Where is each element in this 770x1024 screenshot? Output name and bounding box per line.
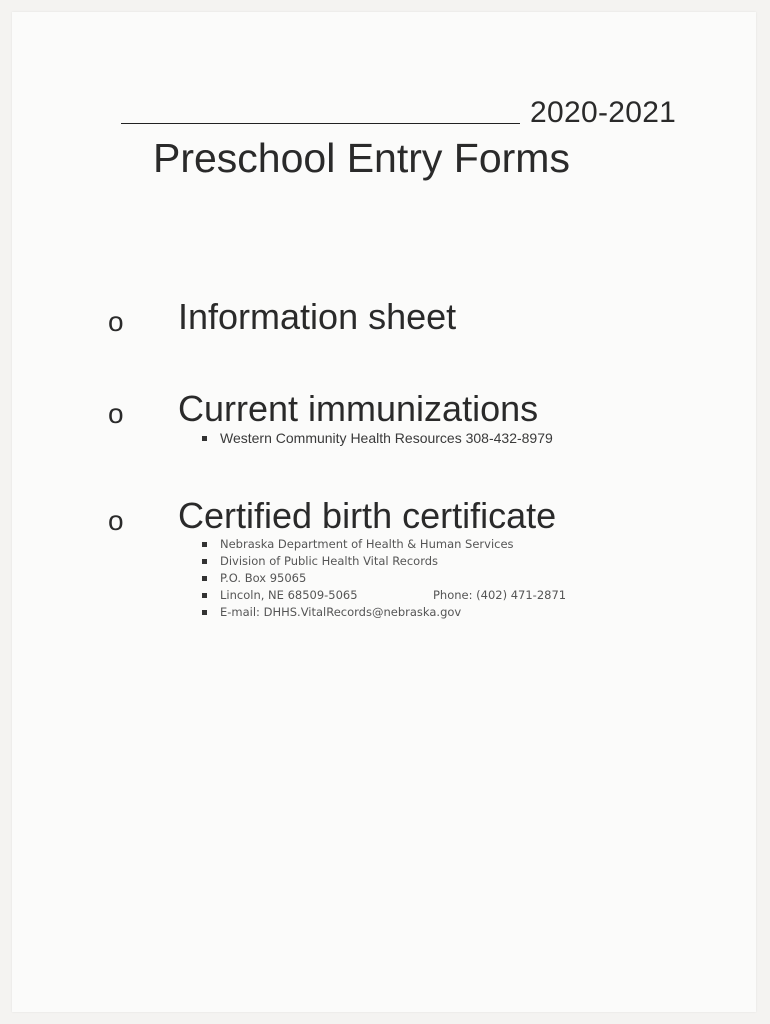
square-bullet-icon xyxy=(202,610,207,615)
immunization-details-list xyxy=(198,430,553,446)
school-year: 2020-2021 xyxy=(530,96,677,129)
checklist-item-label: Information sheet xyxy=(178,296,457,337)
square-bullet-icon xyxy=(202,542,207,547)
square-bullet-icon xyxy=(202,559,207,564)
square-bullet-icon xyxy=(202,436,207,441)
name-blank-line xyxy=(121,123,520,124)
list-item xyxy=(198,430,553,446)
birth-certificate-details-list xyxy=(198,536,567,621)
square-bullet-icon xyxy=(202,576,207,581)
page-title: Preschool Entry Forms xyxy=(153,135,570,181)
phone-number: Phone: (402) 471-2871 xyxy=(433,588,567,602)
division-name: Division of Public Health Vital Records xyxy=(220,554,439,568)
checklist-item-label: Certified birth certificate xyxy=(178,495,557,536)
email-address: E-mail: DHHS.VitalRecords@nebraska.gov xyxy=(220,605,462,619)
checkbox-circle-marker: o xyxy=(108,398,124,429)
checklist-item-label: Current immunizations xyxy=(178,388,539,429)
city-state-zip: Lincoln, NE 68509-5065 xyxy=(220,588,358,602)
list-item xyxy=(198,553,514,570)
checkbox-circle-marker: o xyxy=(108,505,124,536)
po-box: P.O. Box 95065 xyxy=(220,571,307,585)
list-item xyxy=(198,570,514,587)
department-name: Nebraska Department of Health & Human Services xyxy=(220,537,514,551)
health-resource-contact: Western Community Health Resources 308-432-8979 xyxy=(220,430,553,446)
list-item xyxy=(198,604,514,621)
square-bullet-icon xyxy=(202,593,207,598)
list-item xyxy=(198,587,567,604)
checkbox-circle-marker: o xyxy=(108,306,124,337)
list-item xyxy=(198,536,514,553)
